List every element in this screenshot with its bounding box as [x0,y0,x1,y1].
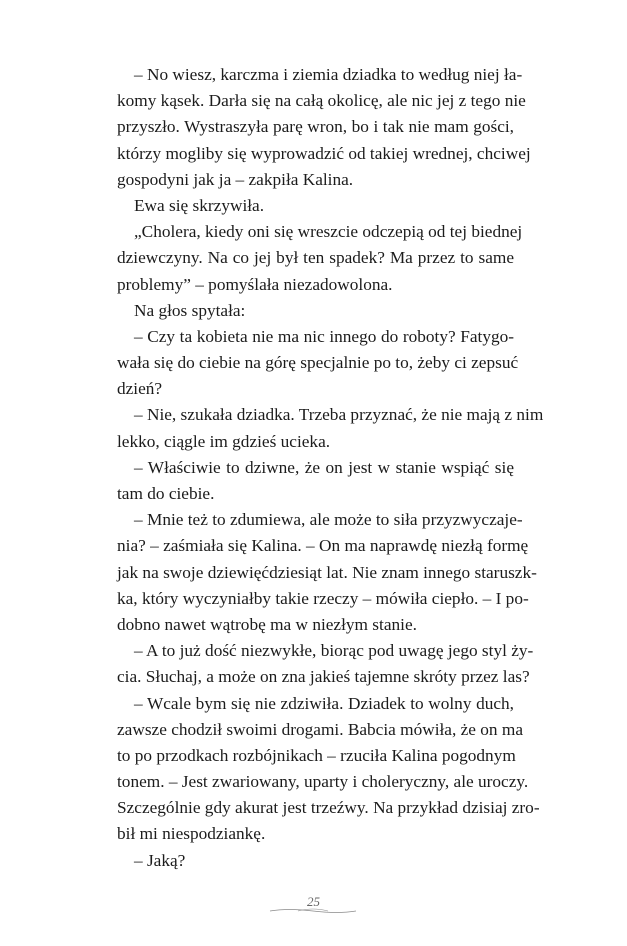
text-line: tam do ciebie. [117,484,215,503]
text-line: lekko, ciągle im gdzieś ucieka. [117,431,331,451]
text-line: – A to już dość niezwykłe, biorąc pod uwagę jego styl ży- [134,641,534,661]
text-line: – Mnie też to zdumiewa, ale może to siła przyzwyczaje- [134,510,523,530]
text-line: Ewa się skrzywiła. [134,195,265,215]
text-line: wała się do ciebie na górę specjalnie po to, żeby ci zepsuć [117,353,519,373]
text-line: dziewczyny. Na co jej był ten spadek? Ma przez to same [117,248,514,268]
text-line: – Wcale bym się nie zdziwiła. Dziadek to wolny duch, [134,693,514,713]
text-line: – No wiesz, karczma i ziemia dziadka to według niej ła- [134,65,523,84]
flourish-ornament-icon [268,906,358,916]
text-line: – Czy ta kobieta nie ma nic innego do roboty? Fatygo- [134,326,514,346]
text-line: problemy” – pomyślała niezadowolona. [117,274,393,294]
text-line: przyszło. Wystraszyła parę wron, bo i tak nie mam gości, [117,117,514,137]
text-line: ka, który wyczyniałby takie rzeczy – mówiła ciepło. – I po- [117,588,529,608]
text-line: zawsze chodził swoimi drogami. Babcia mówiła, że on ma [117,719,523,739]
text-line: nia? – zaśmiała się Kalina. – On ma naprawdę niezłą formę [117,536,529,556]
text-line: to po przodkach rozbójnikach – rzuciła Kalina pogodnym [117,745,516,765]
text-line: komy kąsek. Darła się na całą okolicę, ale nic jej z tego nie [117,91,526,111]
text-line: dzień? [117,379,163,399]
body-text [117,62,544,874]
text-line: „Cholera, kiedy oni się wreszcie odczepią od tej biednej [134,222,523,242]
text-line: bił mi niespodziankę. [117,824,266,844]
text-line: dobno nawet wątrobę ma w niezłym stanie. [117,614,417,634]
text-line: Na głos spytała: [134,300,246,320]
text-line: cia. Słuchaj, a może on zna jakieś tajemne skróty przez las? [117,667,530,687]
text-line: – Jaką? [134,850,186,870]
text-line: którzy mogliby się wyprowadzić od takiej wrednej, chciwej [117,143,531,163]
text-line: gospodyni jak ja – zakpiła Kalina. [117,169,354,189]
text-line: tonem. – Jest zwariowany, uparty i choleryczny, ale uroczy. [117,772,529,792]
text-line: – Właściwie to dziwne, że on jest w stanie wspiąć się [134,457,514,477]
text-line: jak na swoje dziewięćdziesiąt lat. Nie znam innego staruszk- [117,562,537,582]
text-line: Szczególnie gdy akurat jest trzeźwy. Na przykład dzisiaj zro- [117,798,540,818]
text-line: – Nie, szukała dziadka. Trzeba przyznać, że nie mają z nim [134,405,544,425]
page-number: 25 [307,894,320,909]
